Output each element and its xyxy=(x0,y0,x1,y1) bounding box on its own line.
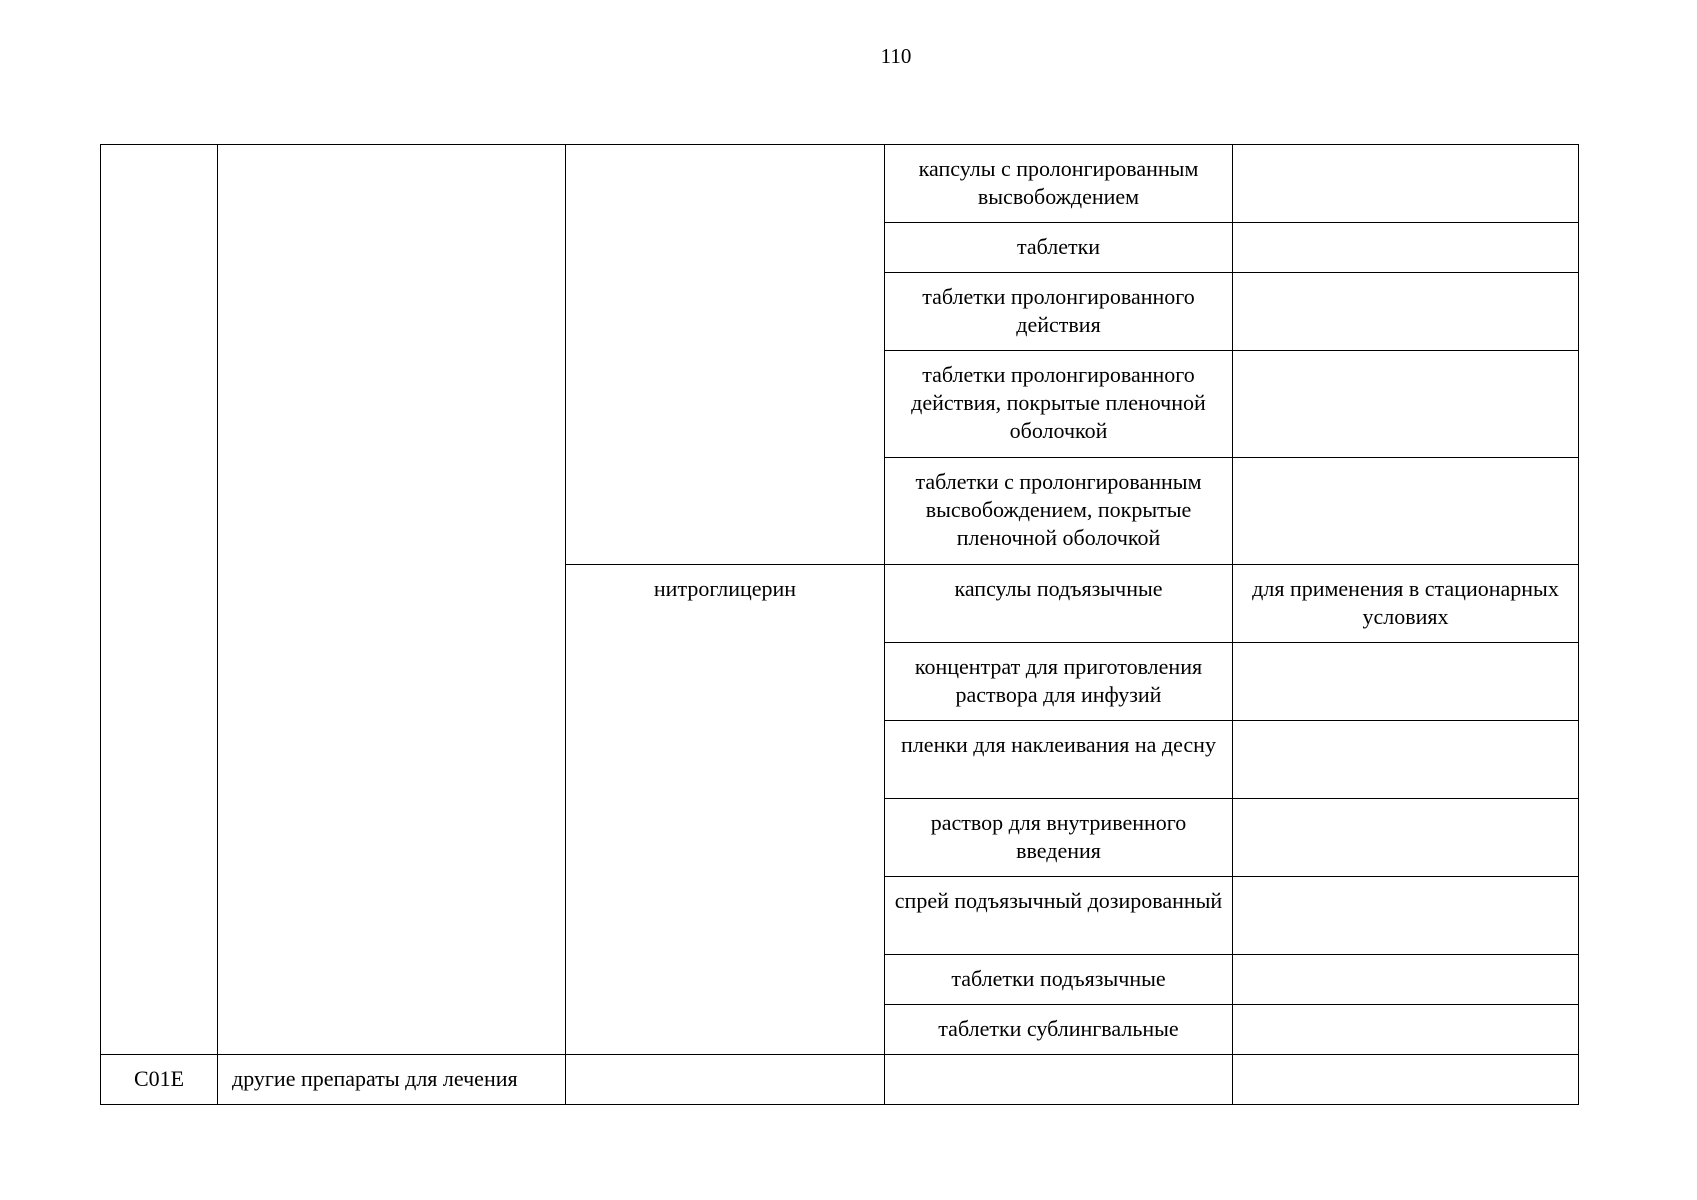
conditions-cell xyxy=(1233,643,1579,721)
conditions-cell xyxy=(1233,273,1579,351)
conditions-cell: для применения в стационарных условиях xyxy=(1233,565,1579,643)
drug-name-cell xyxy=(566,1055,885,1105)
table-row xyxy=(101,1055,1579,1105)
drug-name-cell xyxy=(566,145,885,565)
drug-table xyxy=(100,144,1579,1105)
drug-name-cell: нитроглицерин xyxy=(566,565,885,1055)
page-number: 110 xyxy=(880,44,912,68)
dosage-form-cell: таблетки сублингвальные xyxy=(885,1005,1233,1055)
conditions-cell xyxy=(1233,955,1579,1005)
conditions-cell xyxy=(1233,223,1579,273)
conditions-cell xyxy=(1233,1005,1579,1055)
dosage-form-cell: таблетки пролонгированного действия, покрытые пленочной оболочкой xyxy=(885,351,1233,458)
dosage-form-cell xyxy=(885,1055,1233,1105)
atc-code-cell: C01E xyxy=(101,1055,218,1105)
dosage-form-cell: таблетки с пролонгированным высвобождением, покрытые пленочной оболочкой xyxy=(885,458,1233,565)
conditions-cell xyxy=(1233,721,1579,799)
dosage-form-cell: концентрат для приготовления раствора для инфузий xyxy=(885,643,1233,721)
dosage-form-cell: таблетки xyxy=(885,223,1233,273)
dosage-form-cell: таблетки подъязычные xyxy=(885,955,1233,1005)
atc-code-cell xyxy=(101,145,218,1055)
conditions-cell xyxy=(1233,145,1579,223)
table-row xyxy=(101,145,1579,223)
conditions-cell xyxy=(1233,458,1579,565)
conditions-cell xyxy=(1233,799,1579,877)
atc-group-cell: другие препараты для лечения xyxy=(218,1055,566,1105)
dosage-form-cell: капсулы с пролонгированным высвобождением xyxy=(885,145,1233,223)
conditions-cell xyxy=(1233,877,1579,955)
dosage-form-cell: спрей подъязычный дозированный xyxy=(885,877,1233,955)
dosage-form-cell: раствор для внутривенного введения xyxy=(885,799,1233,877)
conditions-cell xyxy=(1233,351,1579,458)
atc-group-cell xyxy=(218,145,566,1055)
dosage-form-cell: таблетки пролонгированного действия xyxy=(885,273,1233,351)
dosage-form-cell: пленки для наклеивания на десну xyxy=(885,721,1233,799)
conditions-cell xyxy=(1233,1055,1579,1105)
dosage-form-cell: капсулы подъязычные xyxy=(885,565,1233,643)
